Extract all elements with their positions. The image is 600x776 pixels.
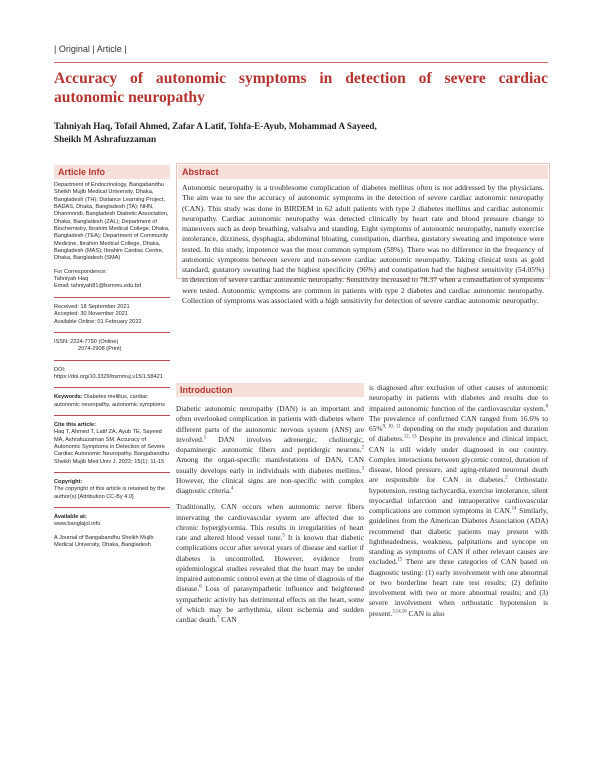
intro-paragraph-1 xyxy=(176,404,364,496)
info-divider xyxy=(54,472,170,473)
abstract-heading: Abstract xyxy=(178,165,548,179)
text-run: CAN is also xyxy=(406,608,445,618)
copyright-text: The copyright of this article is retained by the author(s) [Attribution CC-By 4.0] xyxy=(54,486,165,500)
received-date: Received: 18 September 2021 xyxy=(54,303,130,310)
intro-paragraph-2 xyxy=(176,502,364,625)
correspondence-label: For Correspondence: xyxy=(54,268,107,275)
citation-ref: 12, 13 xyxy=(403,434,417,440)
citation-ref: 15 xyxy=(397,557,403,563)
citation-ref: 7 xyxy=(217,615,220,621)
body-column-right xyxy=(369,383,548,625)
issn xyxy=(54,339,170,354)
copyright xyxy=(54,479,170,501)
article-info-panel xyxy=(54,165,170,555)
text-run: is diagnosed after exclusion of other causes of autonomic neuropathy in patients with diabetes and results due to impaired autonomic function of the cardiovascular system. xyxy=(369,383,548,413)
issn-online: ISSN: 2224-7750 (Online) xyxy=(54,338,119,345)
citation-ref: 3,14,16 xyxy=(392,609,407,615)
available-date: Available Online: 01 February 2022 xyxy=(54,318,142,325)
text-run: CAN xyxy=(219,615,237,624)
text-run: Orthostatic hypotension, resting tachycardia, exercise intolerance, silent myocardial infarction and intraoperative cardiovascular complications are common symptoms in CAN. xyxy=(369,475,548,515)
intro-paragraph-3 xyxy=(369,383,548,619)
citation-ref: 14 xyxy=(511,506,517,512)
article-type-tags: | Original | Article | xyxy=(54,44,127,54)
header-rule xyxy=(54,62,548,63)
info-divider xyxy=(54,387,170,388)
doi-link[interactable]: DOI: https://doi.org/10.3329/bsmmuj.v15i1.58421 xyxy=(54,366,163,380)
text-run: Loss of parasympathetic influence and heightened sympathetic activity has detrimental effects on the heart, some of which may be arrhythmia, silent ischemia and sudden cardiac death. xyxy=(176,584,364,624)
cite-label: Cite this article: xyxy=(54,421,96,428)
text-run: Similarly, guidelines from the American Diabetes Association (ADA) recommend that diabetic patients may present with lightheadedness, weakness, palpitations and syncope on standing as symptoms of CAN if other relevant causes are excluded. xyxy=(369,506,548,567)
citation-ref: 8 xyxy=(545,404,548,410)
dates xyxy=(54,304,170,326)
text-run: It is known that diabetic complications occur after several years of disease and earlier if diabetes is uncontrolled. However, evidence from epidemiological studies revealed that the heart may be under impaired autonomic control even at the time of diagnosis of the disease. xyxy=(176,533,364,594)
text-run: Traditionally, CAN occurs when autonomic nerve fibers innervating the cardiovascular system are affected due to chronic hyperglycemia. This results in irregularities of heart rate and altered blood vessel tone. xyxy=(176,502,364,542)
info-divider xyxy=(54,332,170,333)
availability xyxy=(54,514,170,529)
text-run: Among the organ-specific manifestations of DAN, CAN usually develops early in individuals with diabetes mellitus. xyxy=(176,455,364,475)
text-run: Diabetic autonomic neuropathy (DAN) is an important and often overlooked complication in patients with diabetes where different parts of the autonomic nervous system (ANS) are involved. xyxy=(176,404,364,444)
article-title xyxy=(54,70,548,107)
title-line-2: autonomic neuropathy xyxy=(54,88,205,106)
affiliations: Department of Endocrinology, Bangabandhu Sheikh Mujib Medical University, Dhaka, Bangladesh (TH); Distance Learning Project, BADAS, Dhaka, Bangladesh (TA); NHN, Dhanmondi, Bangladesh Diabetic Association, Dhaka, Bangladesh (ZAL); Department of Biochemistry, Ibrahim Medical College, Dhaka, Bangladesh (TEA); Department of Community Medicine, Ibrahim Medical College, Dhaka, Bangladesh (MAS); Ibrahim Cardiac Centre, Dhaka, Bangladesh (SMA) xyxy=(54,182,170,262)
article-info-heading: Article Info xyxy=(54,165,170,179)
citation-ref: 2 xyxy=(505,475,508,481)
issn-print: 2074-2908 (Print) xyxy=(78,346,122,353)
citation-ref: 1 xyxy=(203,435,207,441)
correspondence-name: Tahniyah Haq xyxy=(54,276,89,283)
keywords-label: Keywords: xyxy=(54,394,83,401)
available-at-link[interactable]: www.banglajol.info xyxy=(54,521,101,528)
introduction-heading-bar xyxy=(176,383,364,397)
available-at-label: Available at: xyxy=(54,514,87,520)
info-divider xyxy=(54,360,170,361)
abstract-text: Autonomic neuropathy is a troublesome complication of diabetes mellitus often is not addressed by the physicians. The aim was to see the accuracy of autonomic symptoms in the detection of severe cardiac autonomic neuropathy (CAN). This study was done in BIRDEM in 62 adult patients with type 2 diabetes mellitus and cardiac autonomic neuropathy. Cardiac autonomic neuropathy was detected clinically by heart rate and blood pressure change to maneuvers such as deep breathing, valsalva and standing. Eight symptoms of autonomic neuropathy, namely exercise intolerance, dizziness, dysphagia, abdominal bloating, constipation, diarrhea, gustatory sweating and impotence were tested. In this study, impotence was the most common symptom (58%). There was no difference in the frequency of autonomic symptoms between severe and non-severe cardiac autonomic neuropathy. Taking clinical tests as gold standard, gustatory sweating had the highest specificity (96%) and constipation had the highest sensitivity (54.05%) in detection of severe cardiac autonomic neuropathy. Sensitivity increased to 78.37 when a constellation of symptoms were tested. Autonomic symptoms are common in patients with type 2 diabetes and cardiac autonomic neuropathy. Collection of symptoms was associated with a high sensitivity for detection of severe cardiac autonomic neuropathy. xyxy=(182,183,544,305)
text-run: However, the clinical signs are non-specific with complex diagnostic criteria. xyxy=(176,475,364,495)
title-line-1: Accuracy of autonomic symptoms in detection of severe cardiac xyxy=(54,70,548,87)
authors-line-1: Tahniyah Haq, Tofail Ahmed, Zafar A Latif, Tohfa-E-Ayub, Mohammad A Sayeed, xyxy=(54,121,377,131)
copyright-label: Copyright: xyxy=(54,478,83,485)
citation-ref: 5 xyxy=(282,533,285,539)
keywords-text: Diabetes mellitus, cardiac autonomic neuropathy, autonomic symptoms xyxy=(54,394,165,408)
text-run: depending on the study population and duration of diabetes. xyxy=(369,424,548,444)
correspondence-email[interactable]: Email: tahniyah81@bsmmu.edu.bd xyxy=(54,283,142,290)
text-run: The prevalence of confirmed CAN ranged from 16.6% to 65% xyxy=(369,413,548,433)
citation-ref: 4 xyxy=(231,486,234,492)
author-list xyxy=(54,120,548,146)
abstract-panel xyxy=(178,165,548,306)
authors-line-2: Sheikh M Ashrafuzzaman xyxy=(54,134,157,144)
info-divider xyxy=(54,297,170,298)
info-divider xyxy=(54,415,170,416)
text-run: DAN involves adrenergic, cholinergic, dopaminergic autonomic fibers and peptidergic neurons. xyxy=(176,434,364,454)
text-run: Despite its prevalence and clinical impact, CAN is still widely under diagnosed in our country. Complex interactions between glycemic control, duration of disease, blood pressure, and aging-related neuronal death are responsible for CAN in diabetes. xyxy=(369,434,548,485)
citation-ref: 9, 10, 11 xyxy=(382,424,401,430)
citation xyxy=(54,422,170,466)
correspondence xyxy=(54,269,170,291)
journal-name: A Journal of Bangabandhu Sheikh Mujib Medical University, Dhaka, Bangladesh xyxy=(54,534,154,549)
cite-text: Haq T, Ahmed T, Latif ZA, Ayub TE, Sayeed MA, Ashrafuzzaman SM. Accuracy of Autonomic Symptoms in Detection of Severe Cardiac Autonomic Neuropathy. Bangabandhu Sheikh Mujib Med Univ J. 2022; 15(1): 11-15 xyxy=(54,429,169,465)
citation-ref: 6 xyxy=(199,584,202,590)
body-column-left xyxy=(176,404,364,631)
keywords xyxy=(54,394,170,409)
text-run: There are three categories of CAN based on diagnostic testing: (1) early involvement with one abnormal or two borderline heart rate test results; (2) definite involvement with two or more abnormal results; and (3) severe involvement when orthostatic hypotension is present. xyxy=(369,557,548,618)
info-divider xyxy=(54,507,170,508)
introduction-heading: Introduction xyxy=(176,383,364,397)
accepted-date: Accepted: 30 November 2021 xyxy=(54,311,129,318)
citation-ref: 3 xyxy=(361,466,364,472)
citation-ref: 2 xyxy=(361,445,364,451)
article-info-body xyxy=(54,179,170,549)
